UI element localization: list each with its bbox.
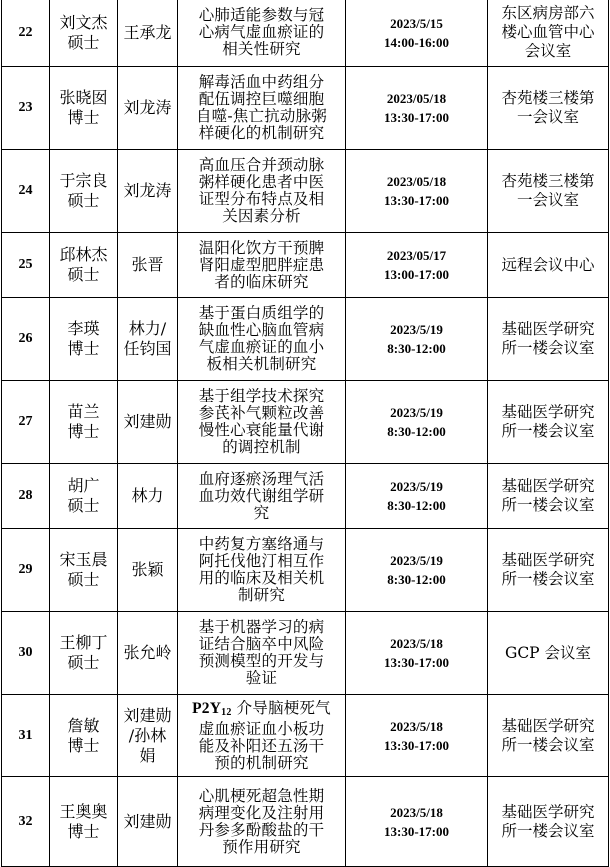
table-row (2, 67, 609, 150)
venue-line: 会议室 (524, 42, 572, 60)
student-name: 邱林杰 (59, 245, 108, 264)
thesis-title-cell (178, 777, 346, 867)
student-name: 苗兰 (67, 402, 100, 421)
student-cell (50, 150, 118, 233)
thesis-title-line: 自噬-焦亡抗动脉粥 (195, 107, 328, 125)
defense-time: 13:30-17:00 (384, 823, 449, 839)
supervisor-name: 张晋 (131, 255, 164, 274)
thesis-title-line: 缺血性心脑血管病 (198, 321, 325, 339)
defense-date: 2023/05/18 (386, 91, 447, 106)
venue-line: 东区病房部六 (501, 4, 595, 22)
student-degree: 硕士 (67, 265, 100, 284)
venue-line: 基础医学研究 (501, 551, 595, 569)
venue-cell (488, 67, 609, 150)
thesis-title-line: 温阳化饮方干预脾 (198, 238, 325, 257)
venue-line: 基础医学研究 (501, 802, 595, 821)
supervisor-cell (118, 298, 178, 381)
datetime-cell (346, 298, 488, 381)
title-gene-name: P2Y (192, 699, 222, 717)
table-row (2, 381, 609, 464)
thesis-title-line: 板相关机制研究 (206, 355, 317, 373)
row-number-cell: 22 (2, 0, 50, 67)
supervisor-name: 林力 (131, 486, 164, 505)
defense-date: 2023/5/18 (390, 636, 443, 651)
thesis-title-line: 慢性心衰能量代谢 (198, 421, 325, 439)
thesis-title-line: 验证 (245, 669, 278, 687)
defense-date: 2023/05/17 (386, 248, 447, 263)
student-cell (50, 464, 118, 529)
defense-time: 8:30-12:00 (387, 572, 446, 587)
student-degree: 博士 (67, 821, 100, 841)
table-row (2, 529, 609, 612)
supervisor-name: 刘龙涛 (123, 98, 172, 117)
table-row (2, 695, 609, 777)
defense-time: 13:30-17:00 (384, 655, 449, 670)
defense-date: 2023/5/19 (390, 553, 443, 568)
thesis-title-line: 中药复方塞络通与 (198, 535, 325, 553)
student-degree: 硕士 (67, 496, 100, 515)
table-row (2, 777, 609, 867)
row-number-cell: 29 (2, 529, 50, 612)
student-name: 李瑛 (67, 319, 100, 338)
thesis-title-line: 基于蛋白质组学的 (198, 304, 325, 322)
thesis-title-cell (178, 612, 346, 695)
thesis-title-line: 肾阳虚型肥胖症患 (198, 255, 325, 274)
student-degree: 博士 (67, 108, 100, 127)
thesis-title-cell (178, 298, 346, 381)
supervisor-name: 娟 (139, 745, 156, 765)
thesis-title-line: 粥样硬化患者中医 (198, 173, 325, 191)
supervisor-name: 张颖 (131, 560, 164, 579)
thesis-title-cell (178, 381, 346, 464)
supervisor-name: 林力/ (128, 319, 167, 338)
thesis-title-cell (178, 67, 346, 150)
student-cell (50, 381, 118, 464)
defense-time: 8:30-12:00 (387, 498, 446, 513)
row-number-cell: 27 (2, 381, 50, 464)
thesis-title-line: 高血压合并颈动脉 (198, 156, 325, 174)
datetime-cell (346, 529, 488, 612)
thesis-title-line: 配伍调控巨噬细胞 (198, 90, 325, 108)
thesis-title-line: 病理变化及注射用 (198, 803, 325, 822)
supervisor-name: 任钧国 (123, 339, 172, 358)
supervisor-name: 刘龙涛 (123, 181, 172, 200)
defense-date: 2023/05/18 (386, 174, 447, 189)
thesis-title-line: 血府逐瘀汤理气活 (198, 469, 325, 488)
thesis-title-line: 基于组学技术探究 (198, 387, 325, 405)
venue-line: 所一楼会议室 (501, 570, 595, 588)
student-degree: 硕士 (67, 653, 100, 672)
student-name: 王柳丁 (59, 633, 108, 652)
venue-line: 所一楼会议室 (501, 496, 595, 514)
student-name: 于宗良 (59, 171, 108, 190)
defense-date: 2023/5/18 (390, 718, 443, 734)
student-cell (50, 529, 118, 612)
datetime-cell (346, 777, 488, 867)
venue-line: 所一楼会议室 (501, 821, 595, 840)
supervisor-cell (118, 0, 178, 67)
datetime-cell (346, 150, 488, 233)
venue-line: 一会议室 (516, 191, 579, 209)
datetime-cell (346, 67, 488, 150)
student-cell (50, 298, 118, 381)
thesis-title-line: 证型分布特点及相 (198, 190, 325, 208)
title-text: 介导脑梗死气 (231, 698, 331, 717)
thesis-title-cell (178, 0, 346, 67)
supervisor-cell (118, 233, 178, 298)
defense-time: 13:00-17:00 (384, 267, 449, 282)
defense-date: 2023/5/19 (390, 322, 443, 337)
defense-time: 8:30-12:00 (387, 424, 446, 439)
datetime-cell (346, 0, 488, 67)
thesis-title-cell (178, 464, 346, 529)
supervisor-name: /孙林 (128, 725, 167, 745)
thesis-title-cell (178, 695, 346, 777)
defense-date: 2023/5/18 (390, 804, 443, 820)
venue-line: GCP 会议室 (504, 643, 592, 662)
supervisor-name: 张允岭 (123, 643, 172, 662)
thesis-title-line: 心病气虚血瘀证的 (198, 23, 325, 41)
thesis-title-line: 阿托伐他汀相互作 (198, 552, 325, 570)
supervisor-cell (118, 464, 178, 529)
student-name: 王奥奥 (59, 801, 108, 821)
table-row (2, 612, 609, 695)
supervisor-cell (118, 67, 178, 150)
thesis-title-line: 参芪补气颗粒改善 (198, 404, 325, 422)
venue-line: 基础医学研究 (501, 320, 595, 338)
student-cell (50, 233, 118, 298)
thesis-title-line: 基于机器学习的病 (198, 618, 325, 636)
venue-cell (488, 381, 609, 464)
table-row (2, 150, 609, 233)
defense-schedule-table (1, 0, 609, 867)
venue-line: 杏苑楼三楼第 (501, 89, 595, 107)
student-name: 张晓囡 (59, 88, 108, 107)
defense-date: 2023/5/15 (390, 15, 443, 31)
venue-line: 楼心血管中心 (501, 23, 595, 41)
thesis-title-line: 相关性研究 (222, 40, 301, 58)
table-row (2, 233, 609, 298)
defense-time: 13:30-17:00 (384, 110, 449, 125)
thesis-title-cell (178, 529, 346, 612)
student-cell (50, 777, 118, 867)
thesis-title-cell (178, 150, 346, 233)
supervisor-name: 王承龙 (123, 22, 172, 42)
student-cell (50, 612, 118, 695)
table-body (2, 0, 609, 867)
student-degree: 博士 (67, 735, 100, 755)
datetime-cell (346, 612, 488, 695)
table-row (2, 0, 609, 67)
supervisor-cell (118, 529, 178, 612)
venue-cell (488, 464, 609, 529)
thesis-title-line: 血功效代谢组学研 (198, 486, 325, 505)
student-name: 胡广 (67, 476, 100, 495)
venue-line: 基础医学研究 (501, 403, 595, 421)
row-number-cell: 32 (2, 777, 50, 867)
student-degree: 博士 (67, 422, 100, 441)
thesis-title-line: 虚血瘀证血小板功 (198, 719, 325, 738)
thesis-title-line: 关因素分析 (222, 207, 301, 225)
student-cell (50, 67, 118, 150)
venue-cell (488, 233, 609, 298)
defense-time: 13:30-17:00 (384, 193, 449, 208)
venue-cell (488, 612, 609, 695)
row-number-cell: 23 (2, 67, 50, 150)
venue-line: 所一楼会议室 (501, 735, 595, 754)
defense-date: 2023/5/19 (390, 405, 443, 420)
defense-time: 8:30-12:00 (387, 341, 446, 356)
thesis-title-line: 究 (253, 503, 270, 522)
datetime-cell (346, 381, 488, 464)
datetime-cell (346, 464, 488, 529)
row-number-cell: 26 (2, 298, 50, 381)
venue-line: 杏苑楼三楼第 (501, 172, 595, 190)
supervisor-name: 刘建勋 (123, 705, 172, 725)
table-row (2, 464, 609, 529)
student-name: 詹敏 (67, 715, 100, 735)
supervisor-cell (118, 695, 178, 777)
student-cell (50, 695, 118, 777)
datetime-cell (346, 233, 488, 298)
thesis-title-line: 样硬化的机制研究 (198, 124, 325, 142)
title-gene-subscript: 12 (221, 706, 232, 718)
thesis-title-line (180, 700, 343, 721)
datetime-cell (346, 695, 488, 777)
venue-line: 所一楼会议室 (501, 339, 595, 357)
supervisor-name: 刘建勋 (123, 811, 172, 831)
thesis-title-line: 丹参多酚酸盐的干 (198, 820, 325, 839)
supervisor-cell (118, 150, 178, 233)
venue-line: 远程会议中心 (501, 255, 595, 274)
thesis-title-line: 心肌梗死超急性期 (198, 786, 325, 805)
supervisor-cell (118, 381, 178, 464)
thesis-title-line: 预的机制研究 (214, 753, 309, 772)
defense-time: 13:30-17:00 (384, 737, 449, 753)
venue-line: 一会议室 (516, 108, 579, 126)
thesis-title-line: 者的临床研究 (214, 272, 309, 291)
row-number-cell: 30 (2, 612, 50, 695)
student-degree: 博士 (67, 339, 100, 358)
venue-cell (488, 777, 609, 867)
defense-date: 2023/5/19 (390, 479, 443, 494)
thesis-title-line: 证结合脑卒中风险 (198, 635, 325, 653)
venue-cell (488, 529, 609, 612)
venue-cell (488, 0, 609, 67)
thesis-title-line: 能及补阳还五汤干 (198, 736, 325, 755)
venue-cell (488, 695, 609, 777)
thesis-title-line: 的调控机制 (222, 438, 301, 456)
venue-line: 所一楼会议室 (501, 422, 595, 440)
venue-cell (488, 298, 609, 381)
supervisor-cell (118, 612, 178, 695)
venue-line: 基础医学研究 (501, 477, 595, 495)
thesis-title-line: 用的临床及相关机 (198, 569, 325, 587)
table-row (2, 298, 609, 381)
student-degree: 硕士 (67, 570, 100, 589)
row-number-cell: 31 (2, 695, 50, 777)
row-number-cell: 28 (2, 464, 50, 529)
thesis-title-line: 气虚血瘀证的血小 (198, 338, 325, 356)
thesis-title-line: 心肺适能参数与冠 (198, 6, 325, 24)
student-cell (50, 0, 118, 67)
supervisor-cell (118, 777, 178, 867)
thesis-title-cell (178, 233, 346, 298)
row-number-cell: 24 (2, 150, 50, 233)
student-degree: 硕士 (67, 32, 100, 52)
defense-time: 14:00-16:00 (384, 34, 449, 50)
student-degree: 硕士 (67, 191, 100, 210)
thesis-title-line: 解毒活血中药组分 (198, 73, 325, 91)
student-name: 宋玉晨 (59, 550, 108, 569)
thesis-title-line: 预测模型的开发与 (198, 652, 325, 670)
student-name: 刘文杰 (59, 12, 108, 32)
venue-line: 基础医学研究 (501, 716, 595, 735)
supervisor-name: 刘建勋 (123, 412, 172, 431)
row-number-cell: 25 (2, 233, 50, 298)
venue-cell (488, 150, 609, 233)
thesis-title-line: 预作用研究 (222, 837, 301, 856)
thesis-title-line: 制研究 (237, 586, 286, 604)
